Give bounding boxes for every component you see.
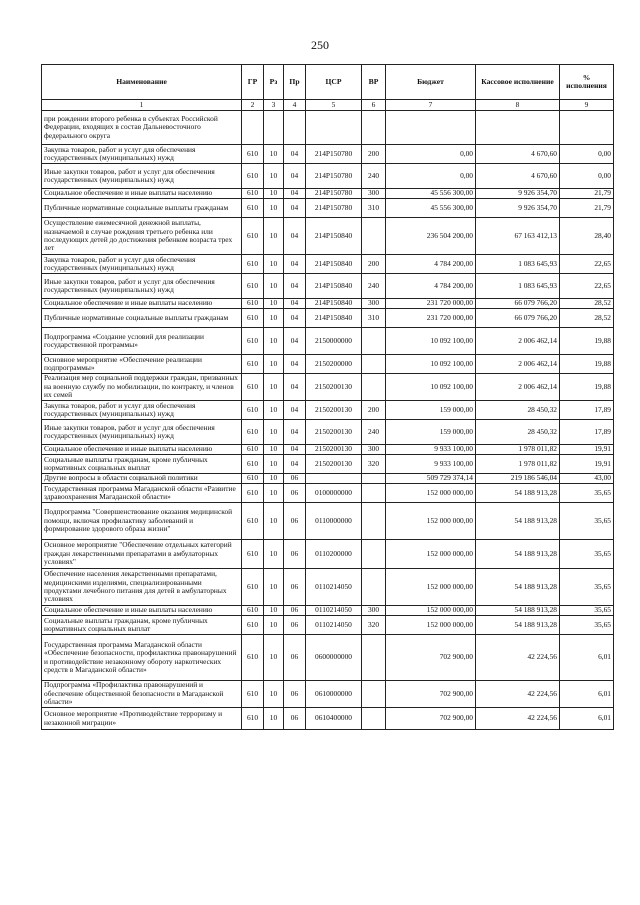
row-name-cell: Государственная программа Магаданской области «Развитие здравоохранения Магаданской области» [42, 484, 242, 503]
row-name-cell: Подпрограмма «Профилактика правонарушений и обеспечение общественной безопасности в Магаданской области» [42, 681, 242, 708]
col-number: 7 [386, 100, 476, 111]
row-gr-cell: 610 [242, 569, 264, 606]
row-pct-cell: 19,88 [560, 328, 614, 355]
row-pct-cell: 35,65 [560, 540, 614, 569]
table-row [42, 255, 614, 274]
row-exec-cell: 9 926 354,70 [476, 189, 560, 199]
row-rz-cell: 10 [264, 309, 284, 328]
row-budget-cell: 10 092 100,00 [386, 355, 476, 374]
row-pr-cell: 06 [284, 569, 306, 606]
row-rz-cell: 10 [264, 474, 284, 484]
table-row [42, 606, 614, 616]
table-row [42, 374, 614, 401]
row-csr-cell: 0600000000 [306, 635, 362, 681]
row-csr-cell: 0110214050 [306, 569, 362, 606]
row-exec-cell: 66 079 766,20 [476, 299, 560, 309]
row-pr-cell: 04 [284, 374, 306, 401]
row-rz-cell: 10 [264, 635, 284, 681]
row-exec-cell: 42 224,56 [476, 681, 560, 708]
row-gr-cell: 610 [242, 445, 264, 455]
row-pr-cell: 06 [284, 484, 306, 503]
row-gr-cell: 610 [242, 309, 264, 328]
row-pct-cell: 17,89 [560, 420, 614, 445]
table-row [42, 355, 614, 374]
row-pct-cell: 28,52 [560, 309, 614, 328]
row-exec-cell: 54 188 913,28 [476, 569, 560, 606]
row-pr-cell: 04 [284, 218, 306, 255]
row-exec-cell: 28 450,32 [476, 401, 560, 420]
col-header-budget: Бюджет [386, 65, 476, 100]
row-budget-cell: 152 000 000,00 [386, 484, 476, 503]
row-budget-cell: 152 000 000,00 [386, 503, 476, 540]
row-vr-cell: 320 [362, 455, 386, 474]
row-budget-cell: 10 092 100,00 [386, 328, 476, 355]
row-csr-cell: 2150200130 [306, 455, 362, 474]
row-csr-cell: 214P150780 [306, 189, 362, 199]
row-gr-cell: 610 [242, 503, 264, 540]
row-name-cell: Обеспечение населения лекарственными препаратами, медицинскими изделиями, специализированными продуктами лечебного питания для детей в амбулаторных условиях [42, 569, 242, 606]
row-rz-cell: 10 [264, 199, 284, 218]
row-pct-cell: 19,88 [560, 374, 614, 401]
col-header-pct: % исполнения [560, 65, 614, 100]
row-rz-cell: 10 [264, 540, 284, 569]
row-name-cell: Основное мероприятие «Обеспечение реализации подпрограммы» [42, 355, 242, 374]
row-pr-cell: 06 [284, 540, 306, 569]
row-csr-cell: 214P150780 [306, 199, 362, 218]
table-row [42, 274, 614, 299]
row-name-cell: Социальные выплаты гражданам, кроме публичных нормативных социальных выплат [42, 455, 242, 474]
table-row [42, 474, 614, 484]
row-rz-cell: 10 [264, 445, 284, 455]
row-gr-cell: 610 [242, 635, 264, 681]
row-pct-cell: 43,00 [560, 474, 614, 484]
row-pct-cell: 35,65 [560, 569, 614, 606]
row-name-cell: Основное мероприятие «Противодействие терроризму и незаконной миграции» [42, 708, 242, 730]
row-pct-cell: 35,65 [560, 606, 614, 616]
row-exec-cell: 4 670,60 [476, 164, 560, 189]
row-vr-cell [362, 218, 386, 255]
row-exec-cell [476, 111, 560, 145]
row-vr-cell: 300 [362, 445, 386, 455]
row-csr-cell: 214P150840 [306, 274, 362, 299]
row-pct-cell: 0,00 [560, 145, 614, 164]
row-pct-cell: 17,89 [560, 401, 614, 420]
row-exec-cell: 1 978 011,82 [476, 455, 560, 474]
row-exec-cell: 2 006 462,14 [476, 374, 560, 401]
row-gr-cell: 610 [242, 474, 264, 484]
row-budget-cell: 10 092 100,00 [386, 374, 476, 401]
row-rz-cell: 10 [264, 274, 284, 299]
row-pr-cell [284, 111, 306, 145]
row-exec-cell: 42 224,56 [476, 635, 560, 681]
row-vr-cell: 240 [362, 164, 386, 189]
row-pr-cell: 06 [284, 503, 306, 540]
row-pct-cell: 35,65 [560, 503, 614, 540]
row-vr-cell [362, 635, 386, 681]
row-rz-cell: 10 [264, 569, 284, 606]
row-name-cell: Подпрограмма "Совершенствование оказания медицинской помощи, включая профилактику заболеваний и формирование здорового образа жизни" [42, 503, 242, 540]
row-pct-cell: 35,65 [560, 616, 614, 635]
row-pr-cell: 04 [284, 401, 306, 420]
row-budget-cell: 152 000 000,00 [386, 540, 476, 569]
table-row [42, 635, 614, 681]
row-csr-cell: 214P150780 [306, 145, 362, 164]
row-pr-cell: 04 [284, 199, 306, 218]
row-exec-cell: 67 163 412,13 [476, 218, 560, 255]
row-rz-cell: 10 [264, 145, 284, 164]
row-pr-cell: 04 [284, 455, 306, 474]
row-name-cell: Социальные выплаты гражданам, кроме публичных нормативных социальных выплат [42, 616, 242, 635]
row-budget-cell: 231 720 000,00 [386, 299, 476, 309]
row-budget-cell: 159 000,00 [386, 401, 476, 420]
row-csr-cell [306, 474, 362, 484]
table-row [42, 503, 614, 540]
row-name-cell: Социальное обеспечение и иные выплаты населению [42, 189, 242, 199]
row-name-cell: Закупка товаров, работ и услуг для обеспечения государственных (муниципальных) нужд [42, 145, 242, 164]
row-exec-cell: 1 978 011,82 [476, 445, 560, 455]
column-number-row [42, 100, 614, 111]
row-gr-cell: 610 [242, 255, 264, 274]
row-rz-cell: 10 [264, 503, 284, 540]
row-budget-cell: 702 900,00 [386, 635, 476, 681]
row-gr-cell: 610 [242, 199, 264, 218]
row-csr-cell: 2150200130 [306, 445, 362, 455]
col-header-exec: Кассовое исполнение [476, 65, 560, 100]
row-budget-cell: 0,00 [386, 145, 476, 164]
table-row [42, 681, 614, 708]
row-pr-cell: 06 [284, 616, 306, 635]
row-budget-cell [386, 111, 476, 145]
row-name-cell: Социальное обеспечение и иные выплаты населению [42, 606, 242, 616]
table-row [42, 164, 614, 189]
row-pct-cell: 21,79 [560, 189, 614, 199]
row-csr-cell: 214P150840 [306, 255, 362, 274]
row-rz-cell: 10 [264, 401, 284, 420]
row-budget-cell: 152 000 000,00 [386, 606, 476, 616]
row-rz-cell: 10 [264, 420, 284, 445]
row-gr-cell: 610 [242, 708, 264, 730]
row-exec-cell: 2 006 462,14 [476, 328, 560, 355]
row-pct-cell: 35,65 [560, 484, 614, 503]
row-budget-cell: 702 900,00 [386, 708, 476, 730]
row-vr-cell [362, 708, 386, 730]
row-pct-cell [560, 111, 614, 145]
row-rz-cell: 10 [264, 328, 284, 355]
row-budget-cell: 4 784 200,00 [386, 274, 476, 299]
row-name-cell: Подпрограмма «Создание условий для реализации государственной программы» [42, 328, 242, 355]
row-gr-cell: 610 [242, 274, 264, 299]
row-budget-cell: 4 784 200,00 [386, 255, 476, 274]
row-vr-cell [362, 474, 386, 484]
row-gr-cell: 610 [242, 484, 264, 503]
row-rz-cell: 10 [264, 218, 284, 255]
row-vr-cell: 240 [362, 420, 386, 445]
row-gr-cell: 610 [242, 145, 264, 164]
row-exec-cell: 219 186 546,04 [476, 474, 560, 484]
row-rz-cell: 10 [264, 164, 284, 189]
row-csr-cell: 0110214050 [306, 606, 362, 616]
row-budget-cell: 9 933 100,00 [386, 455, 476, 474]
row-vr-cell: 300 [362, 606, 386, 616]
col-header-vr: ВР [362, 65, 386, 100]
row-budget-cell: 159 000,00 [386, 420, 476, 445]
row-csr-cell: 214P150840 [306, 309, 362, 328]
row-csr-cell: 0100000000 [306, 484, 362, 503]
row-gr-cell: 610 [242, 328, 264, 355]
table-row [42, 401, 614, 420]
row-name-cell: Иные закупки товаров, работ и услуг для обеспечения государственных (муниципальных) нужд [42, 420, 242, 445]
row-vr-cell [362, 328, 386, 355]
row-pct-cell: 19,91 [560, 445, 614, 455]
row-csr-cell [306, 111, 362, 145]
row-rz-cell: 10 [264, 455, 284, 474]
table-row [42, 145, 614, 164]
row-exec-cell: 1 083 645,93 [476, 274, 560, 299]
table-row [42, 299, 614, 309]
row-rz-cell [264, 111, 284, 145]
row-pr-cell: 04 [284, 328, 306, 355]
row-pr-cell: 04 [284, 445, 306, 455]
row-vr-cell [362, 540, 386, 569]
row-rz-cell: 10 [264, 708, 284, 730]
row-gr-cell: 610 [242, 455, 264, 474]
row-gr-cell: 610 [242, 606, 264, 616]
row-rz-cell: 10 [264, 374, 284, 401]
row-pr-cell: 04 [284, 309, 306, 328]
row-name-cell: Основное мероприятие "Обеспечение отдельных категорий граждан лекарственными препаратами в амбулаторных условиях" [42, 540, 242, 569]
row-budget-cell: 509 729 374,14 [386, 474, 476, 484]
col-number: 8 [476, 100, 560, 111]
row-vr-cell [362, 111, 386, 145]
row-pct-cell: 22,65 [560, 274, 614, 299]
row-pr-cell: 04 [284, 299, 306, 309]
row-name-cell: Иные закупки товаров, работ и услуг для обеспечения государственных (муниципальных) нужд [42, 274, 242, 299]
row-pct-cell: 6,01 [560, 708, 614, 730]
row-csr-cell: 2150200130 [306, 374, 362, 401]
row-pr-cell: 04 [284, 145, 306, 164]
col-number: 1 [42, 100, 242, 111]
row-vr-cell: 320 [362, 616, 386, 635]
col-header-rz: Рз [264, 65, 284, 100]
row-pr-cell: 06 [284, 681, 306, 708]
row-vr-cell: 200 [362, 401, 386, 420]
row-vr-cell: 310 [362, 199, 386, 218]
row-pct-cell: 6,01 [560, 681, 614, 708]
header-row [42, 65, 614, 100]
row-exec-cell: 66 079 766,20 [476, 309, 560, 328]
row-csr-cell: 0610400000 [306, 708, 362, 730]
row-pct-cell: 19,91 [560, 455, 614, 474]
col-number: 2 [242, 100, 264, 111]
row-gr-cell [242, 111, 264, 145]
row-gr-cell: 610 [242, 164, 264, 189]
row-gr-cell: 610 [242, 355, 264, 374]
row-vr-cell: 200 [362, 145, 386, 164]
row-pr-cell: 04 [284, 274, 306, 299]
table-row [42, 445, 614, 455]
row-gr-cell: 610 [242, 299, 264, 309]
row-name-cell: Государственная программа Магаданской области «Обеспечение безопасности, профилактика правонарушений и противодействие незаконному обороту наркотических средств в Магаданской области» [42, 635, 242, 681]
row-rz-cell: 10 [264, 255, 284, 274]
col-number: 5 [306, 100, 362, 111]
row-name-cell: Другие вопросы в области социальной политики [42, 474, 242, 484]
row-exec-cell: 4 670,60 [476, 145, 560, 164]
row-vr-cell [362, 503, 386, 540]
row-exec-cell: 9 926 354,70 [476, 199, 560, 218]
row-csr-cell: 214P150780 [306, 164, 362, 189]
col-number: 4 [284, 100, 306, 111]
row-budget-cell: 152 000 000,00 [386, 569, 476, 606]
row-csr-cell: 0610000000 [306, 681, 362, 708]
row-name-cell: Закупка товаров, работ и услуг для обеспечения государственных (муниципальных) нужд [42, 401, 242, 420]
col-header-pr: Пр [284, 65, 306, 100]
row-rz-cell: 10 [264, 299, 284, 309]
row-name-cell: Закупка товаров, работ и услуг для обеспечения государственных (муниципальных) нужд [42, 255, 242, 274]
row-name-cell: Социальное обеспечение и иные выплаты населению [42, 445, 242, 455]
row-csr-cell: 214P150840 [306, 218, 362, 255]
row-gr-cell: 610 [242, 540, 264, 569]
row-vr-cell [362, 484, 386, 503]
row-pct-cell: 22,65 [560, 255, 614, 274]
row-csr-cell: 214P150840 [306, 299, 362, 309]
row-csr-cell: 2150200130 [306, 401, 362, 420]
table-row [42, 189, 614, 199]
row-name-cell: Публичные нормативные социальные выплаты гражданам [42, 199, 242, 218]
row-vr-cell [362, 374, 386, 401]
table-row [42, 111, 614, 145]
row-gr-cell: 610 [242, 681, 264, 708]
row-gr-cell: 610 [242, 420, 264, 445]
row-gr-cell: 610 [242, 189, 264, 199]
row-budget-cell: 9 933 100,00 [386, 445, 476, 455]
row-pr-cell: 06 [284, 635, 306, 681]
row-pct-cell: 28,40 [560, 218, 614, 255]
row-vr-cell: 300 [362, 189, 386, 199]
row-pct-cell: 21,79 [560, 199, 614, 218]
row-pct-cell: 0,00 [560, 164, 614, 189]
row-pr-cell: 04 [284, 355, 306, 374]
row-pr-cell: 04 [284, 255, 306, 274]
table-row [42, 199, 614, 218]
col-number: 9 [560, 100, 614, 111]
row-exec-cell: 42 224,56 [476, 708, 560, 730]
row-budget-cell: 152 000 000,00 [386, 616, 476, 635]
row-exec-cell: 54 188 913,28 [476, 616, 560, 635]
row-exec-cell: 1 083 645,93 [476, 255, 560, 274]
table-row [42, 616, 614, 635]
row-vr-cell [362, 569, 386, 606]
row-name-cell: Социальное обеспечение и иные выплаты населению [42, 299, 242, 309]
row-vr-cell [362, 355, 386, 374]
row-pct-cell: 6,01 [560, 635, 614, 681]
col-header-name: Наименование [42, 65, 242, 100]
row-csr-cell: 2150200000 [306, 355, 362, 374]
budget-table [41, 64, 614, 730]
row-name-cell: Осуществление ежемесячной денежной выплаты, назначаемой в случае рождения третьего ребенка или последующих детей до достижения ребенком возраста трех лет [42, 218, 242, 255]
row-name-cell: Публичные нормативные социальные выплаты гражданам [42, 309, 242, 328]
table-row [42, 569, 614, 606]
row-pct-cell: 19,88 [560, 355, 614, 374]
row-pr-cell: 04 [284, 420, 306, 445]
col-header-csr: ЦСР [306, 65, 362, 100]
row-name-cell: Реализация мер социальной поддержки граждан, призванных на военную службу по мобилизации, по контракту, и членов их семей [42, 374, 242, 401]
table-row [42, 420, 614, 445]
row-csr-cell: 0110200000 [306, 540, 362, 569]
row-pr-cell: 06 [284, 606, 306, 616]
table-row [42, 455, 614, 474]
row-vr-cell: 310 [362, 309, 386, 328]
row-exec-cell: 2 006 462,14 [476, 355, 560, 374]
row-pr-cell: 04 [284, 189, 306, 199]
row-vr-cell: 200 [362, 255, 386, 274]
table-row [42, 309, 614, 328]
row-csr-cell: 0110000000 [306, 503, 362, 540]
row-budget-cell: 45 556 300,00 [386, 189, 476, 199]
col-number: 6 [362, 100, 386, 111]
row-rz-cell: 10 [264, 484, 284, 503]
table-row [42, 540, 614, 569]
row-rz-cell: 10 [264, 616, 284, 635]
row-rz-cell: 10 [264, 606, 284, 616]
row-exec-cell: 54 188 913,28 [476, 484, 560, 503]
page-number: 250 [311, 38, 329, 52]
row-budget-cell: 45 556 300,00 [386, 199, 476, 218]
row-rz-cell: 10 [264, 189, 284, 199]
row-rz-cell: 10 [264, 355, 284, 374]
row-gr-cell: 610 [242, 374, 264, 401]
row-budget-cell: 0,00 [386, 164, 476, 189]
row-budget-cell: 702 900,00 [386, 681, 476, 708]
row-gr-cell: 610 [242, 401, 264, 420]
row-name-cell: при рождении второго ребенка в субъектах Российской Федерации, входящих в состав Дальневосточного федерального округа [42, 111, 242, 145]
col-header-gr: ГР [242, 65, 264, 100]
row-exec-cell: 54 188 913,28 [476, 540, 560, 569]
row-name-cell: Иные закупки товаров, работ и услуг для обеспечения государственных (муниципальных) нужд [42, 164, 242, 189]
row-exec-cell: 54 188 913,28 [476, 503, 560, 540]
row-csr-cell: 0110214050 [306, 616, 362, 635]
row-vr-cell [362, 681, 386, 708]
row-gr-cell: 610 [242, 616, 264, 635]
row-vr-cell: 240 [362, 274, 386, 299]
table-row [42, 708, 614, 730]
row-csr-cell: 2150200130 [306, 420, 362, 445]
row-pr-cell: 04 [284, 164, 306, 189]
row-budget-cell: 236 504 200,00 [386, 218, 476, 255]
row-pr-cell: 06 [284, 708, 306, 730]
table-row [42, 328, 614, 355]
row-rz-cell: 10 [264, 681, 284, 708]
table-row [42, 484, 614, 503]
row-csr-cell: 2150000000 [306, 328, 362, 355]
table-body [42, 111, 614, 730]
table-row [42, 218, 614, 255]
row-gr-cell: 610 [242, 218, 264, 255]
row-exec-cell: 28 450,32 [476, 420, 560, 445]
row-budget-cell: 231 720 000,00 [386, 309, 476, 328]
col-number: 3 [264, 100, 284, 111]
row-pct-cell: 28,52 [560, 299, 614, 309]
row-pr-cell: 06 [284, 474, 306, 484]
row-exec-cell: 54 188 913,28 [476, 606, 560, 616]
row-vr-cell: 300 [362, 299, 386, 309]
